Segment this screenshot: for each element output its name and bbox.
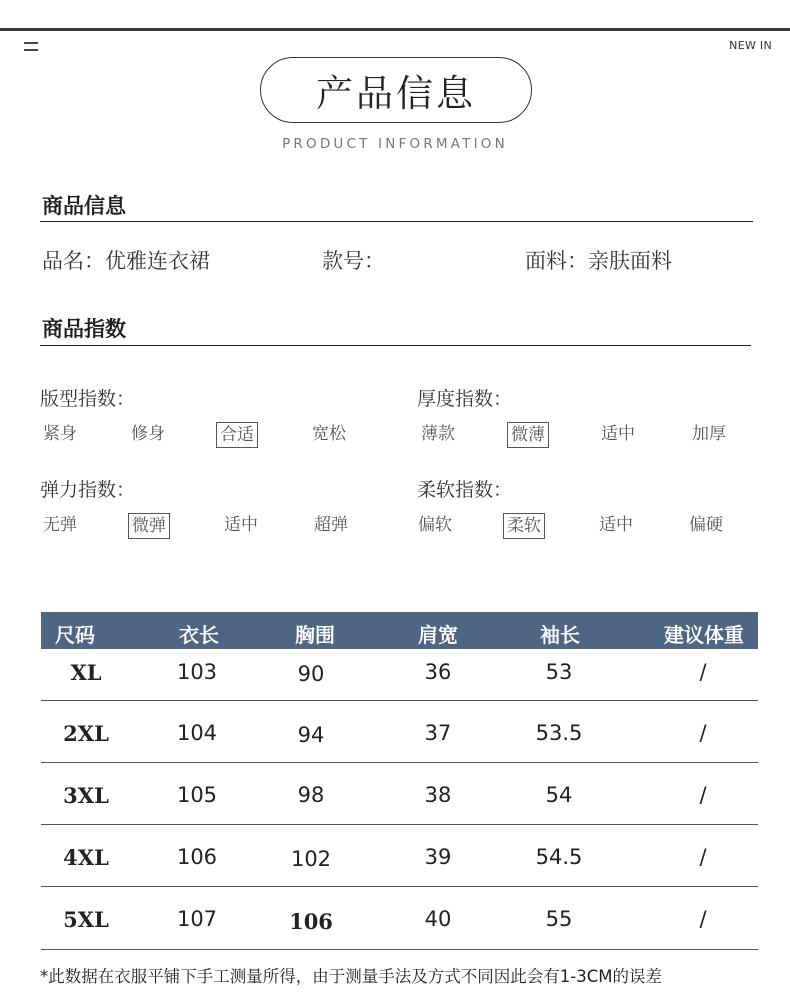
table-row [41, 825, 758, 887]
thickness-index-label: 厚度指数： [417, 388, 513, 410]
cell-bust: 94 [297, 723, 325, 747]
style-number: 款号： [322, 249, 385, 273]
product-name: 品名：优雅连衣裙 [42, 249, 210, 273]
cell-length: 104 [176, 721, 218, 745]
cell-size: XL [70, 660, 102, 685]
elasticity-index-label: 弹力指数： [40, 479, 136, 501]
cell-sleeve: 54 [545, 783, 573, 807]
title-badge [260, 57, 532, 123]
cell-weight: / [699, 660, 707, 684]
cell-weight: / [699, 845, 707, 869]
elasticity-option: 适中 [224, 515, 258, 535]
table-row [41, 763, 758, 825]
top-divider [0, 28, 790, 31]
cell-shoulder: 37 [424, 721, 452, 745]
fit-option: 宽松 [312, 424, 346, 444]
cell-sleeve: 53.5 [535, 721, 583, 745]
cell-weight: / [699, 907, 707, 931]
cell-bust: 98 [297, 783, 325, 807]
cell-bust: 90 [297, 662, 325, 686]
column-header-shoulder: 肩宽 [418, 623, 458, 647]
thickness-option: 加厚 [692, 424, 726, 444]
page-title: 产品信息 [316, 72, 476, 115]
cell-length: 107 [176, 907, 218, 931]
cell-bust: 106 [289, 909, 333, 934]
fit-index-label: 版型指数： [40, 388, 136, 410]
cell-weight: / [699, 721, 707, 745]
product-info-heading: 商品信息 [42, 194, 126, 218]
cell-shoulder: 36 [424, 660, 452, 684]
page-subtitle: PRODUCT INFORMATION [282, 136, 508, 152]
cell-shoulder: 38 [424, 783, 452, 807]
elasticity-option: 超弹 [314, 515, 348, 535]
column-header-sleeve: 袖长 [540, 623, 580, 647]
softness-option-selected: 柔软 [503, 513, 545, 539]
fabric: 面料：亲肤面料 [525, 249, 672, 273]
column-header-bust: 胸围 [295, 623, 335, 647]
cell-length: 105 [176, 783, 218, 807]
cell-sleeve: 54.5 [535, 845, 583, 869]
softness-option: 适中 [599, 515, 633, 535]
size-table-header [41, 612, 758, 649]
cell-length: 106 [176, 845, 218, 869]
row-divider [41, 949, 758, 950]
product-info-divider [40, 221, 753, 222]
fit-option-selected: 合适 [216, 422, 258, 448]
elasticity-option: 无弹 [43, 515, 77, 535]
cell-length: 103 [176, 660, 218, 684]
table-row [41, 649, 758, 701]
cell-sleeve: 55 [545, 907, 573, 931]
cell-sleeve: 53 [545, 660, 573, 684]
cell-bust: 102 [290, 847, 332, 871]
table-row [41, 887, 758, 950]
column-header-size: 尺码 [55, 623, 95, 647]
cell-shoulder: 40 [424, 907, 452, 931]
softness-option: 偏软 [418, 515, 452, 535]
softness-index-label: 柔软指数： [417, 479, 513, 501]
menu-icon[interactable] [24, 42, 38, 51]
thickness-option: 薄款 [421, 424, 455, 444]
cell-weight: / [699, 783, 707, 807]
thickness-option: 适中 [601, 424, 635, 444]
elasticity-option-selected: 微弹 [128, 513, 170, 539]
product-index-heading: 商品指数 [42, 317, 126, 341]
product-index-divider [40, 345, 751, 346]
thickness-option-selected: 微薄 [507, 422, 549, 448]
softness-option: 偏硬 [689, 515, 723, 535]
fit-option: 紧身 [43, 424, 77, 444]
cell-size: 3XL [63, 783, 109, 808]
cell-size: 5XL [63, 907, 109, 932]
fit-option: 修身 [131, 424, 165, 444]
table-row [41, 701, 758, 763]
cell-size: 4XL [63, 845, 109, 870]
column-header-length: 衣长 [179, 623, 219, 647]
cell-shoulder: 39 [424, 845, 452, 869]
measurement-footnote: *此数据在衣服平铺下手工测量所得，由于测量手法及方式不同因此会有1-3CM的误差 [40, 967, 662, 986]
column-header-weight: 建议体重 [664, 623, 744, 647]
cell-size: 2XL [63, 721, 109, 746]
new-in-link[interactable]: NEW IN [729, 39, 772, 52]
